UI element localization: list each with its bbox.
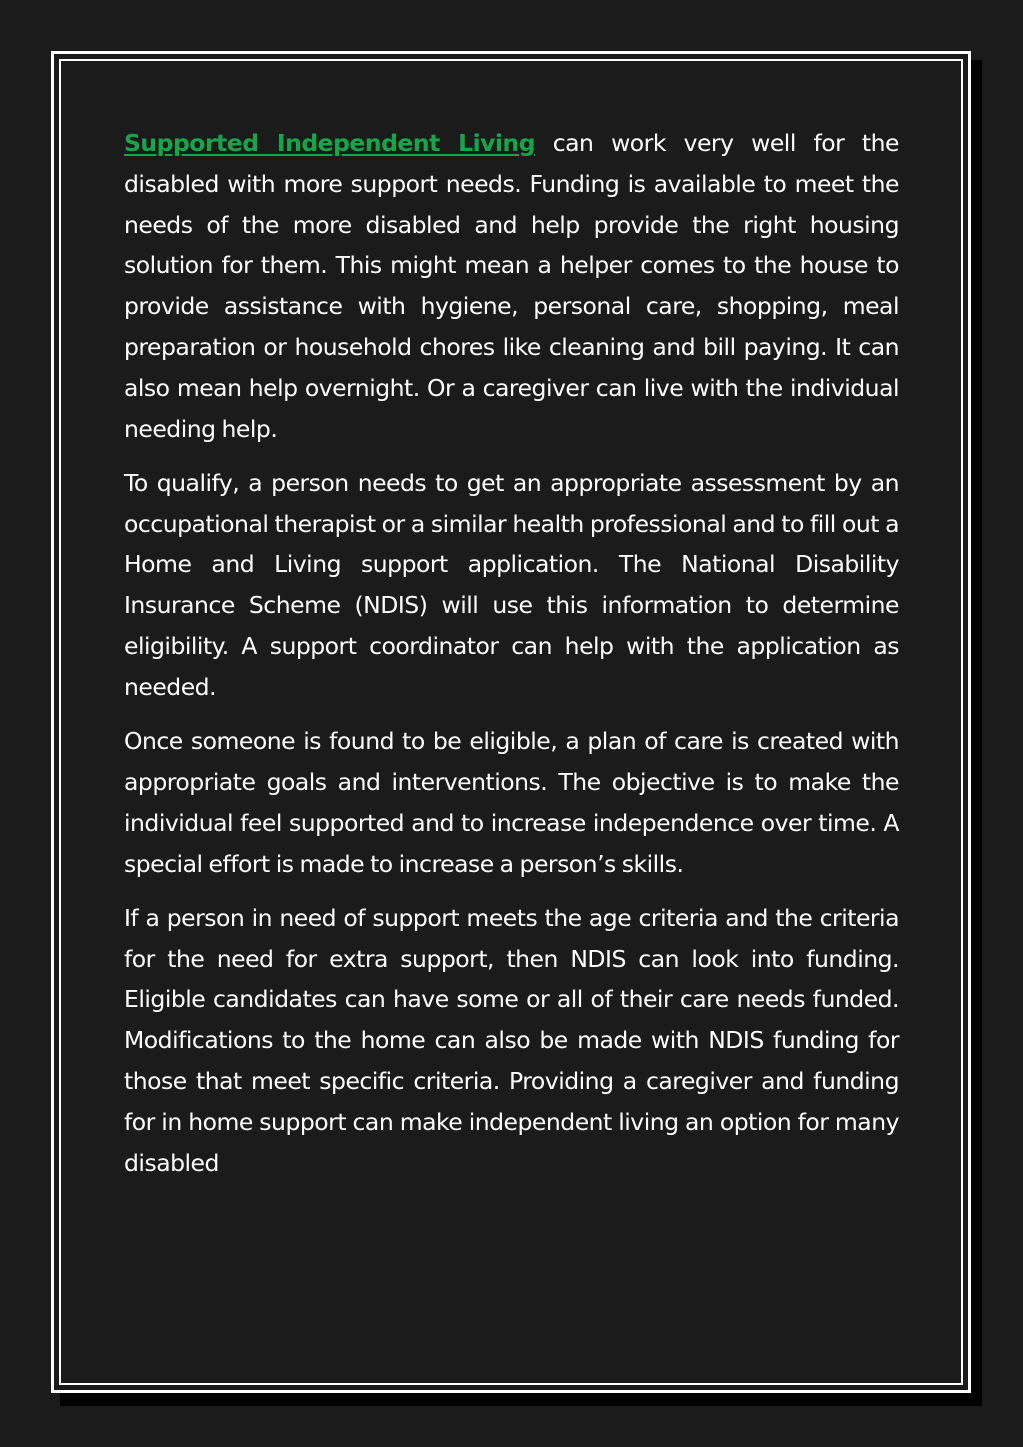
paragraph-1 xyxy=(124,123,899,449)
paragraph-4: If a person in need of support meets the age criteria and the criteria for the need for extra support, then NDIS can look into funding. Eligible candidates can have some or all of their care needs funded. Modifications to the home can also be made with NDIS funding for those that meet specific criteria. Providing a caregiver and funding for in home support can make independent living an option for many disabled xyxy=(124,903,899,1177)
supported-independent-living-link[interactable]: Supported Independent Living xyxy=(124,129,536,157)
paragraph-2: To qualify, a person needs to get an appropriate assessment by an occupational therapist or a similar health professional and to fill out a Home and Living support application. The National Disability Insurance Scheme (NDIS) will use this information to determine eligibility. A support coordinator can help with the application as needed. xyxy=(124,468,899,701)
document-body xyxy=(124,123,899,1197)
paragraph-3: Once someone is found to be eligible, a plan of care is created with appropriate goals and interventions. The objective is to make the individual feel supported and to increase independence over time. A special effort is made to increase a person’s skills. xyxy=(124,727,899,878)
paragraph-1-text: can work very well for the disabled with more support needs. Funding is available to meet the needs of the more disabled and help provide the right housing solution for them. This might mean a helper comes to the house to provide assistance with hygiene, personal care, shopping, meal preparation or household chores like cleaning and bill paying. It can also mean help overnight. Or a caregiver can live with the individual needing help. xyxy=(124,129,899,443)
